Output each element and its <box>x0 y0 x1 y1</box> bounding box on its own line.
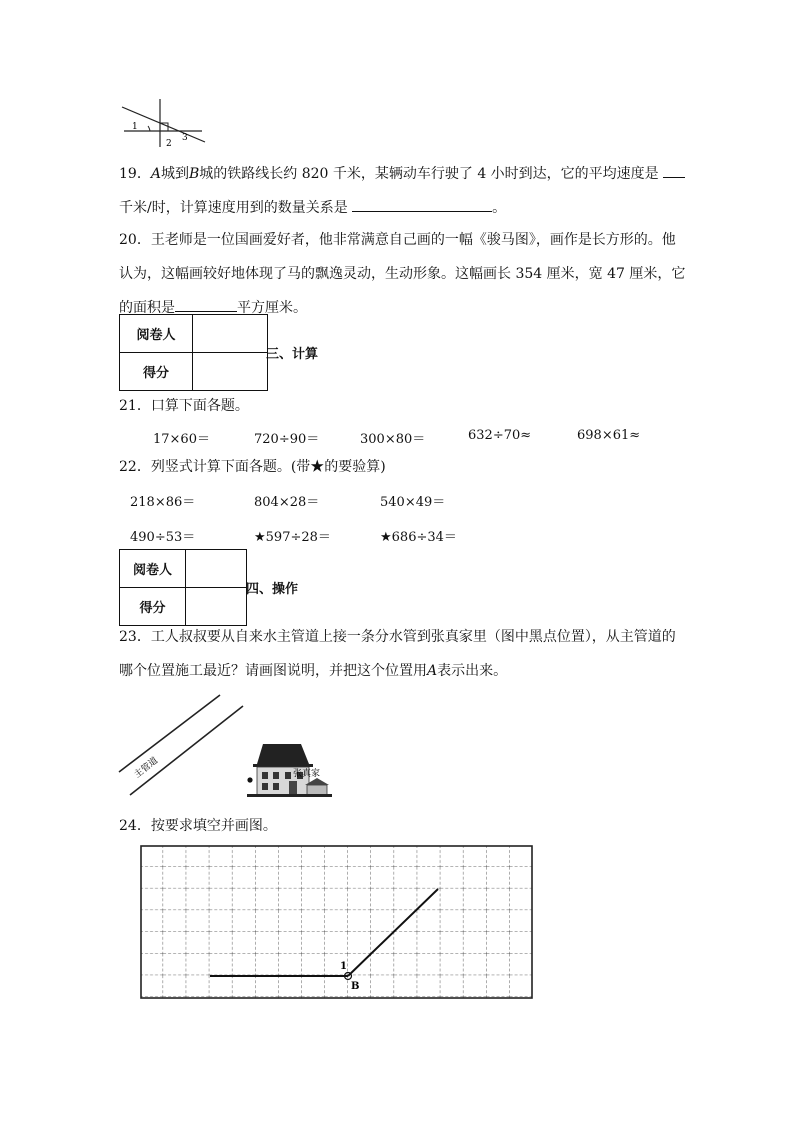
reviewer-cell[interactable] <box>193 315 268 353</box>
q19-text-1: 城到 <box>160 166 189 182</box>
q23-var-a: A <box>427 663 438 679</box>
q19-text-2: 城的铁路线长约 820 千米，某辆动车行驶了 4 小时到达，它的平均速度是 <box>199 166 659 182</box>
reviewer-label: 阅卷人 <box>120 315 193 353</box>
q20-line-2: 认为，这幅画较好地体现了马的飘逸灵动，生动形象。这幅画长 354 厘米，宽 47 厘米，它 <box>119 266 686 282</box>
q23-line-2a: 哪个位置施工最近？请画图说明，并把这个位置用 <box>119 663 427 679</box>
q19-number: 19． <box>119 166 151 182</box>
question-23 <box>119 622 694 686</box>
q19-blank-relation[interactable] <box>352 196 492 212</box>
q21-item: 632÷70≈ <box>468 428 532 443</box>
reviewer-cell[interactable] <box>186 550 247 588</box>
q19-city-b: B <box>188 166 200 182</box>
section-title-3: 三、计算 <box>266 347 319 362</box>
q21-item: 300×80＝ <box>360 432 426 447</box>
score-label: 得分 <box>120 353 193 391</box>
score-table-1 <box>119 314 268 391</box>
q20-line-3a: 的面积是 <box>119 300 175 316</box>
point-b-label: B <box>351 981 360 992</box>
q23-line-1: 23．工人叔叔要从自来水主管道上接一条分水管到张真家里（图中黑点位置），从主管道的 <box>119 629 676 645</box>
q20-line-3b: 平方厘米。 <box>237 300 307 316</box>
angle-label-1: 1 <box>132 122 138 132</box>
angle-label-3: 3 <box>182 133 188 143</box>
q22-item: 490÷53＝ <box>130 530 196 545</box>
q24-grid-figure <box>140 845 533 1000</box>
q20-blank-area[interactable] <box>175 296 237 312</box>
score-label: 得分 <box>120 588 186 626</box>
question-19 <box>119 159 689 223</box>
q24-title: 24．按要求填空并画图。 <box>119 818 277 834</box>
q21-item: 720÷90＝ <box>254 432 320 447</box>
q19-end: 。 <box>492 200 507 216</box>
q22-item: 804×28＝ <box>254 495 320 510</box>
q22-title: 22．列竖式计算下面各题。(带★的要验算) <box>119 459 386 475</box>
q22-item: 218×86＝ <box>130 495 196 510</box>
score-cell[interactable] <box>186 588 247 626</box>
angle-label-2: 2 <box>166 139 172 149</box>
house-dot <box>247 777 252 782</box>
q19-text-3: 千米/时，计算速度用到的数量关系是 <box>119 200 348 216</box>
question-20 <box>119 225 694 323</box>
reviewer-label: 阅卷人 <box>120 550 186 588</box>
angle-label: 1 <box>340 961 347 972</box>
pipe-house-figure <box>115 690 345 810</box>
score-table-2 <box>119 549 247 626</box>
q22-item: ★686÷34＝ <box>380 530 457 545</box>
house-label: 张真家 <box>293 769 321 779</box>
q19-city-a: A <box>150 166 161 182</box>
q21-item: 698×61≈ <box>577 428 641 443</box>
score-cell[interactable] <box>193 353 268 391</box>
q22-item: ★597÷28＝ <box>254 530 331 545</box>
q22-item: 540×49＝ <box>380 495 446 510</box>
q20-line-1: 20．王老师是一位国画爱好者，他非常满意自己画的一幅《骏马图》，画作是长方形的。他 <box>119 232 676 248</box>
angle-figure <box>110 95 210 150</box>
q23-line-2b: 表示出来。 <box>437 663 508 679</box>
pipe-label: 主管道 <box>132 755 161 781</box>
q21-item: 17×60＝ <box>153 432 210 447</box>
q19-blank-speed[interactable] <box>663 162 685 178</box>
q21-title: 21．口算下面各题。 <box>119 398 249 414</box>
section-title-4: 四、操作 <box>246 582 299 597</box>
